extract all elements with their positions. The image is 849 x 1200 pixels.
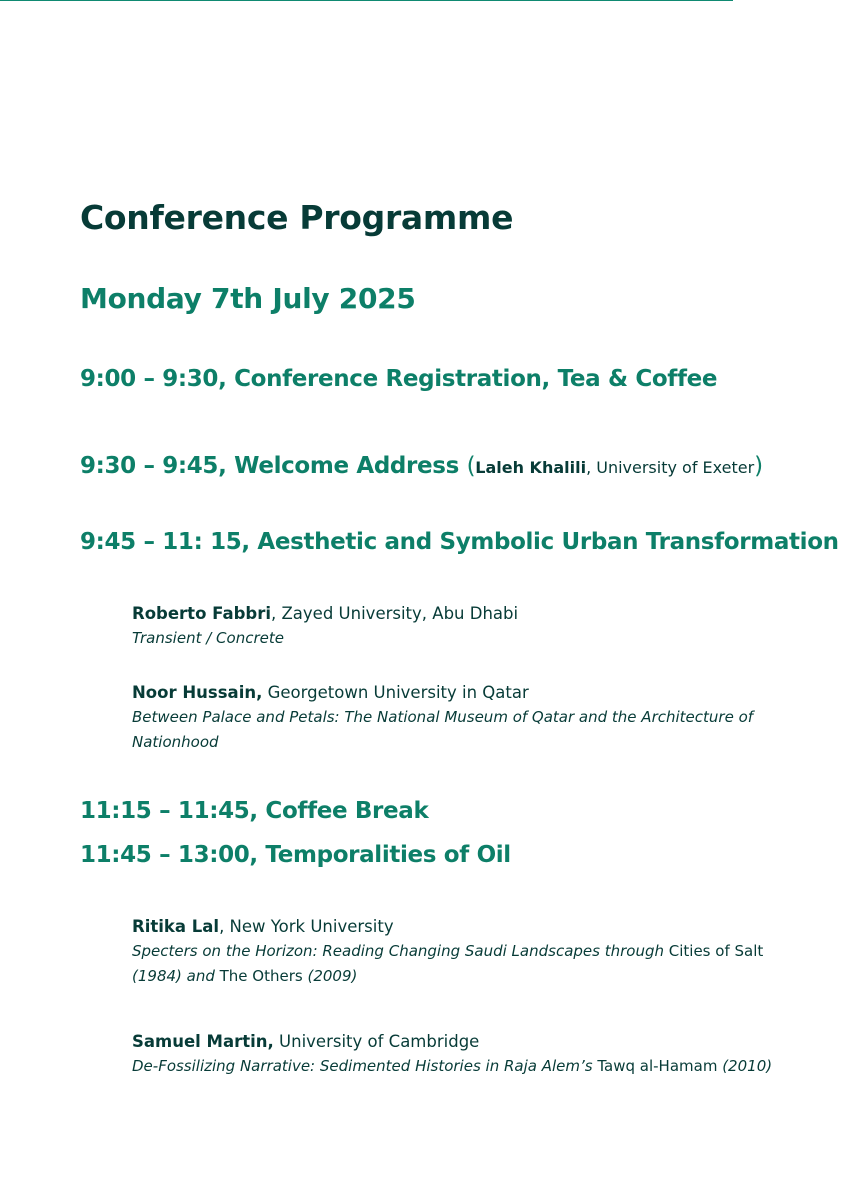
speaker-line bbox=[132, 1029, 812, 1054]
speaker-line bbox=[132, 680, 812, 705]
speaker-affiliation: University of Cambridge bbox=[273, 1032, 480, 1051]
day-heading: Monday 7th July 2025 bbox=[80, 282, 416, 315]
session-time-title: 9:45 – 11: 15, Aesthetic and Symbolic Urban Transformation bbox=[80, 529, 839, 555]
paren-close: ) bbox=[754, 453, 763, 479]
talk-title: Transient / Concrete bbox=[132, 629, 284, 647]
session-time-title: 11:15 – 11:45, Coffee Break bbox=[80, 798, 429, 824]
session-time-title: 11:45 – 13:00, Temporalities of Oil bbox=[80, 842, 511, 868]
speaker-name: Roberto Fabbri bbox=[132, 604, 272, 623]
talk-title-part: Specters on the Horizon: Reading Changing Saudi Landscapes through bbox=[132, 942, 669, 960]
book-title: Tawq al-Hamam bbox=[597, 1057, 718, 1075]
speaker-name: Noor Hussain, bbox=[132, 683, 263, 702]
speaker-name: Samuel Martin, bbox=[132, 1032, 274, 1051]
book-title: Cities of Salt bbox=[668, 942, 764, 960]
talk-title-part: De-Fossilizing Narrative: Sedimented Histories in Raja Alem’s bbox=[132, 1057, 598, 1075]
speaker-affiliation: Georgetown University in Qatar bbox=[262, 683, 529, 702]
talk-title bbox=[132, 939, 812, 989]
talk-title-part: (2010) bbox=[717, 1057, 773, 1075]
speaker-entry bbox=[132, 680, 812, 755]
speaker-line bbox=[132, 914, 812, 939]
paren-open: ( bbox=[466, 453, 476, 479]
speaker-name: Ritika Lal bbox=[132, 917, 220, 936]
session-coffee-break bbox=[80, 796, 428, 826]
talk-title bbox=[132, 1054, 812, 1079]
talk-title: Between Palace and Petals: The National Museum of Qatar and the Architecture of Nationhood bbox=[132, 708, 754, 751]
speaker-line bbox=[132, 601, 812, 626]
session-time-title: 9:00 – 9:30, Conference Registration, Tea & Coffee bbox=[80, 366, 718, 392]
speaker-entry bbox=[132, 1029, 812, 1079]
speaker-affiliation: , Zayed University, Abu Dhabi bbox=[271, 604, 519, 623]
chair-affiliation: , University of Exeter bbox=[586, 458, 755, 477]
speaker-entry bbox=[132, 914, 812, 989]
session-welcome-address bbox=[80, 451, 763, 483]
chair-name: Laleh Khalili bbox=[475, 458, 587, 477]
session-temporalities-of-oil bbox=[80, 840, 511, 870]
book-title: The Others bbox=[219, 967, 303, 985]
top-rule bbox=[0, 0, 733, 1]
talk-title-part: (2009) bbox=[302, 967, 358, 985]
session-urban-transformation bbox=[80, 527, 839, 557]
session-time-title: 9:30 – 9:45, Welcome Address bbox=[80, 453, 467, 479]
session-registration bbox=[80, 364, 717, 394]
speaker-entry bbox=[132, 601, 812, 651]
talk-title-part: (1984) and bbox=[132, 967, 220, 985]
speaker-affiliation: , New York University bbox=[219, 917, 394, 936]
page-title: Conference Programme bbox=[80, 198, 514, 237]
